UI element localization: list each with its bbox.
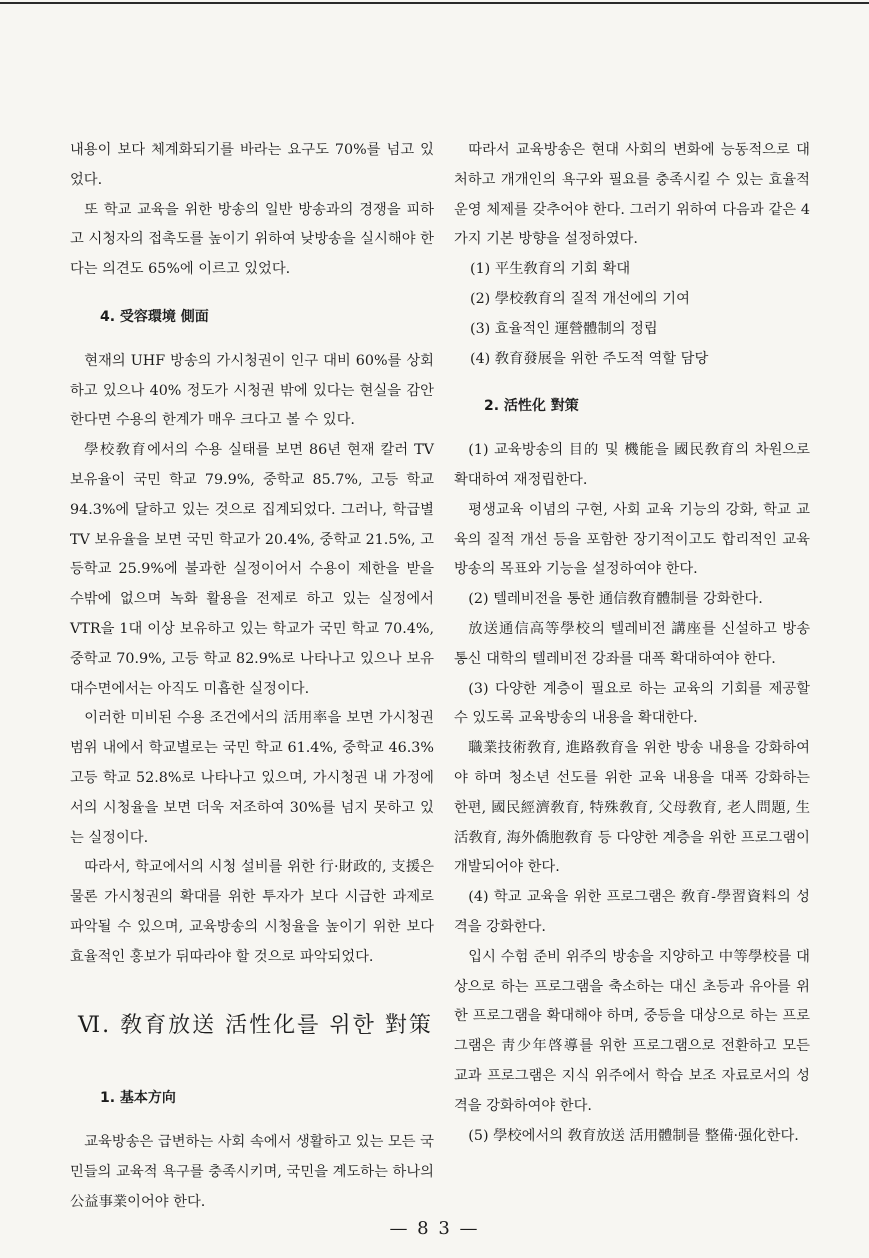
paragraph: 현재의 UHF 방송의 가시청권이 인구 대비 60%를 상회하고 있으나 40% 정도가 시청권 밖에 있다는 현실을 감안한다면 수용의 한계가 매우 크다고 볼 수 있다. — [70, 352, 434, 429]
top-border — [0, 2, 869, 4]
paragraph: 또 학교 교육을 위한 방송의 일반 방송과의 경쟁을 피하고 시청자의 접촉도를 높이기 위하여 낮방송을 실시해야 한다는 의견도 65%에 이르고 있었다. — [70, 201, 434, 278]
paragraph: 職業技術敎育, 進路敎育을 위한 방송 내용을 강화하여야 하며 청소년 선도를 위한 교육 내용을 대폭 강화하는 한편, 國民經濟敎育, 特殊敎育, 父母敎育, 老人問題, 生活敎育, 海外僑胞敎育 등 다양한 계층을 위한 프로그램이 개발되어야 한다. — [454, 740, 810, 876]
section-heading-4: 4. 受容環境 側面 — [100, 308, 209, 325]
left-column — [70, 136, 434, 1218]
basic-direction-list — [454, 255, 810, 374]
section-heading-1: 1. 基本方向 — [100, 1090, 176, 1107]
paragraph: 내용이 보다 체계화되기를 바라는 요구도 70%를 넘고 있었다. — [70, 142, 434, 188]
list-item: (3) 효율적인 運營體制의 정립 — [470, 320, 658, 337]
paragraph: (3) 다양한 계층이 필요로 하는 교육의 기회를 제공할 수 있도록 교육방송의 내용을 확대한다. — [454, 680, 810, 727]
paragraph: 따라서, 학교에서의 시청 설비를 위한 行·財政的, 支援은 물론 가시청권의 확대를 위한 투자가 보다 시급한 과제로 파악될 수 있으며, 교육방송의 시청율을 높이기 위한 보다 효율적인 홍보가 뒤따라야 할 것으로 파악되었다. — [70, 859, 434, 965]
paragraph: 따라서 교육방송은 현대 사회의 변화에 능동적으로 대처하고 개개인의 욕구와 필요를 충족시킬 수 있는 효율적 운영 체제를 갖추어야 한다. 그러기 위하여 다음과 같은 4가지 기본 방향을 설정하였다. — [454, 142, 810, 248]
paragraph: 放送通信高等學校의 텔레비전 講座를 신설하고 방송 통신 대학의 텔레비전 강좌를 대폭 확대하여야 한다. — [454, 620, 810, 667]
section-heading-2: 2. 活性化 對策 — [484, 398, 579, 415]
paragraph: 學校敎育에서의 수용 실태를 보면 86년 현재 칼러 TV 보유율이 국민 학교 79.9%, 중학교 85.7%, 고등 학교 94.3%에 달하고 있는 것으로 집계되었다. 그러나, 학급별 TV 보유율을 보면 국민 학교가 20.4%, 중학교 21.5%, 고등학교 25.9%에 불과한 실정이어서 수용이 제한을 받을 수밖에 없으며 녹화 활용을 전제로 하고 있는 실정에서 VTR을 1대 이상 보유하고 있는 학교가 국민 학교 70.4%, 중학교 70.9%, 고등 학교 82.9%로 나타나고 있으나 보유 대수면에서는 아직도 미흡한 실정이다. — [70, 442, 434, 697]
page-number: — 8 3 — — [389, 1218, 480, 1239]
paragraph: (2) 텔레비전을 통한 通信敎育體制를 강화한다. — [468, 591, 763, 608]
paragraph: 교육방송은 급변하는 사회 속에서 생활하고 있는 모든 국민들의 교육적 욕구를 충족시키며, 국민을 계도하는 하나의 公益事業이어야 한다. — [70, 1134, 434, 1210]
paragraph: 입시 수험 준비 위주의 방송을 지양하고 中等學校를 대상으로 하는 프로그램을 축소하는 대신 초등과 유아를 위한 프로그램을 확대해야 하며, 중등을 대상으로 하는 프로그램은 靑少年啓導를 위한 프로그램으로 전환하고 모든 교과 프로그램은 지식 위주에서 학습 보조 자료로서의 성격을 강화하여야 한다. — [454, 948, 810, 1114]
paragraph: (5) 學校에서의 敎育放送 活用體制를 整備·强化한다. — [468, 1127, 799, 1144]
paragraph: (1) 교육방송의 目的 및 機能을 國民敎育의 차원으로 확대하여 재정립한다. — [454, 442, 810, 488]
paragraph: 이러한 미비된 수용 조건에서의 活用率을 보면 가시청권 범위 내에서 학교별로는 국민 학교 61.4%, 중학교 46.3% 고등 학교 52.8%로 나타나고 있으며, 가시청권 내 가정에서의 시청율을 보면 더욱 저조하여 30%를 넘지 못하고 있는 실정이다. — [70, 710, 434, 846]
right-column — [454, 136, 810, 1151]
list-item: (4) 敎育發展을 위한 주도적 역할 담당 — [470, 350, 709, 367]
chapter-title: Ⅵ. 敎育放送 活性化를 위한 對策 — [78, 1012, 433, 1038]
paragraph: 평생교육 이념의 구현, 사회 교육 기능의 강화, 학교 교육의 질적 개선 등을 포함한 장기적이고도 합리적인 교육방송의 목표와 기능을 설정하여야 한다. — [454, 501, 810, 578]
list-item: (1) 平生敎育의 기회 확대 — [470, 261, 631, 278]
paragraph: (4) 학교 교육을 위한 프로그램은 敎育-學習資料의 성격을 강화한다. — [454, 889, 810, 935]
list-item: (2) 學校敎育의 질적 개선에의 기여 — [470, 290, 690, 307]
